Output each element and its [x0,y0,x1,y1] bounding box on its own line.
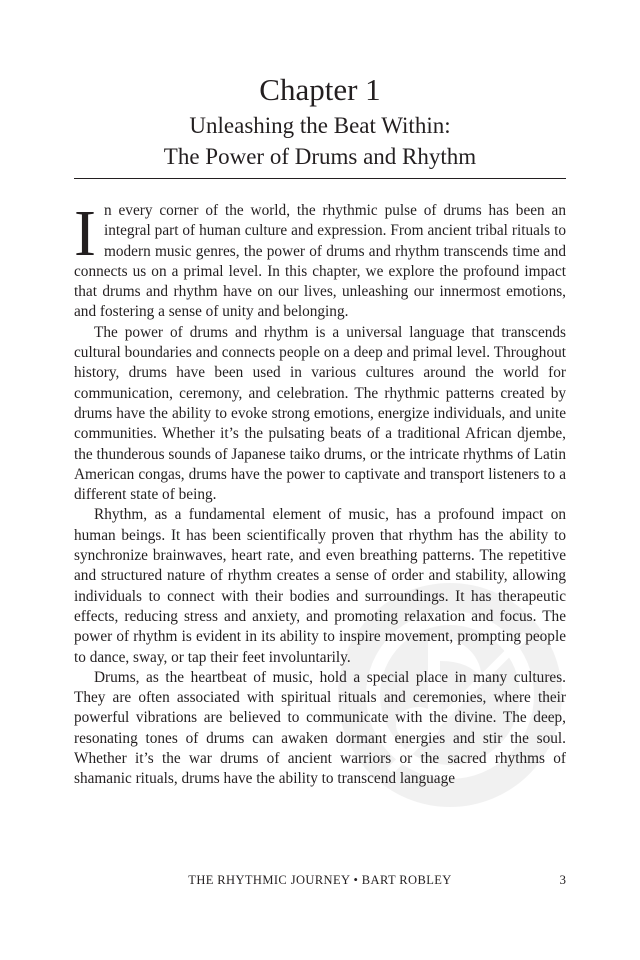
paragraph-1 [74,197,566,323]
chapter-header [0,72,640,172]
paragraph-3: Rhythm, as a fundamental element of music, has a profound impact on human beings. It has been scientifically proven that rhythm has the ability to synchronize brainwaves, heart rate, and even breathing patterns. The repetitive and structured nature of rhythm creates a sense of order and stability, allowing individuals to connect with their bodies and surroundings. It has therapeutic effects, reducing stress and anxiety, and promoting relaxation and focus. The power of rhythm is evident in its ability to inspire movement, prompting people to dance, sway, or tap their feet involuntarily. [74,506,566,666]
chapter-title [0,110,640,172]
running-footer-title: THE RHYTHMIC JOURNEY • BART ROBLEY [188,873,452,887]
chapter-number: Chapter 1 [259,72,381,107]
paragraph-4: Drums, as the heartbeat of music, hold a special place in many cultures. They are often associated with spiritual rituals and ceremonies, where their powerful vibrations are believed to communicate with the divine. The deep, resonating tones of drums can awaken dormant energies and stir the soul. Whether it’s the war drums of ancient warriors or the sacred rhythms of shamanic rituals, drums have the ability to transcend language [74,668,566,788]
drop-cap: I [74,197,96,270]
chapter-divider [74,178,566,179]
page-number: 3 [559,872,566,887]
chapter-body [74,197,566,790]
chapter-title-line-1: Unleashing the Beat Within: [189,113,451,138]
paragraph-1-text: n every corner of the world, the rhythmic pulse of drums has been an integral part of human culture and expression. From ancient tribal rituals to modern music genres, the power of drums and rhythm transcends time and connects us on a primal level. In this chapter, we explore the profound impact that drums and rhythm have on our lives, unleashing our innermost emotions, and fostering a sense of unity and belonging. [74,202,566,321]
paragraph-2: The power of drums and rhythm is a universal language that transcends cultural boundaries and connects people on a deep and primal level. Throughout history, drums have been used in various cultures around the world for communication, ceremony, and celebration. The rhythmic patterns created by drums have the ability to evoke strong emotions, energize individuals, and unite communities. Whether it’s the pulsating beats of a traditional African djembe, the thunderous sounds of Japanese taiko drums, or the intricate rhythms of Latin American congas, drums have the power to captivate and transport listeners to a different state of being. [74,323,566,504]
chapter-title-line-2: The Power of Drums and Rhythm [163,144,477,169]
